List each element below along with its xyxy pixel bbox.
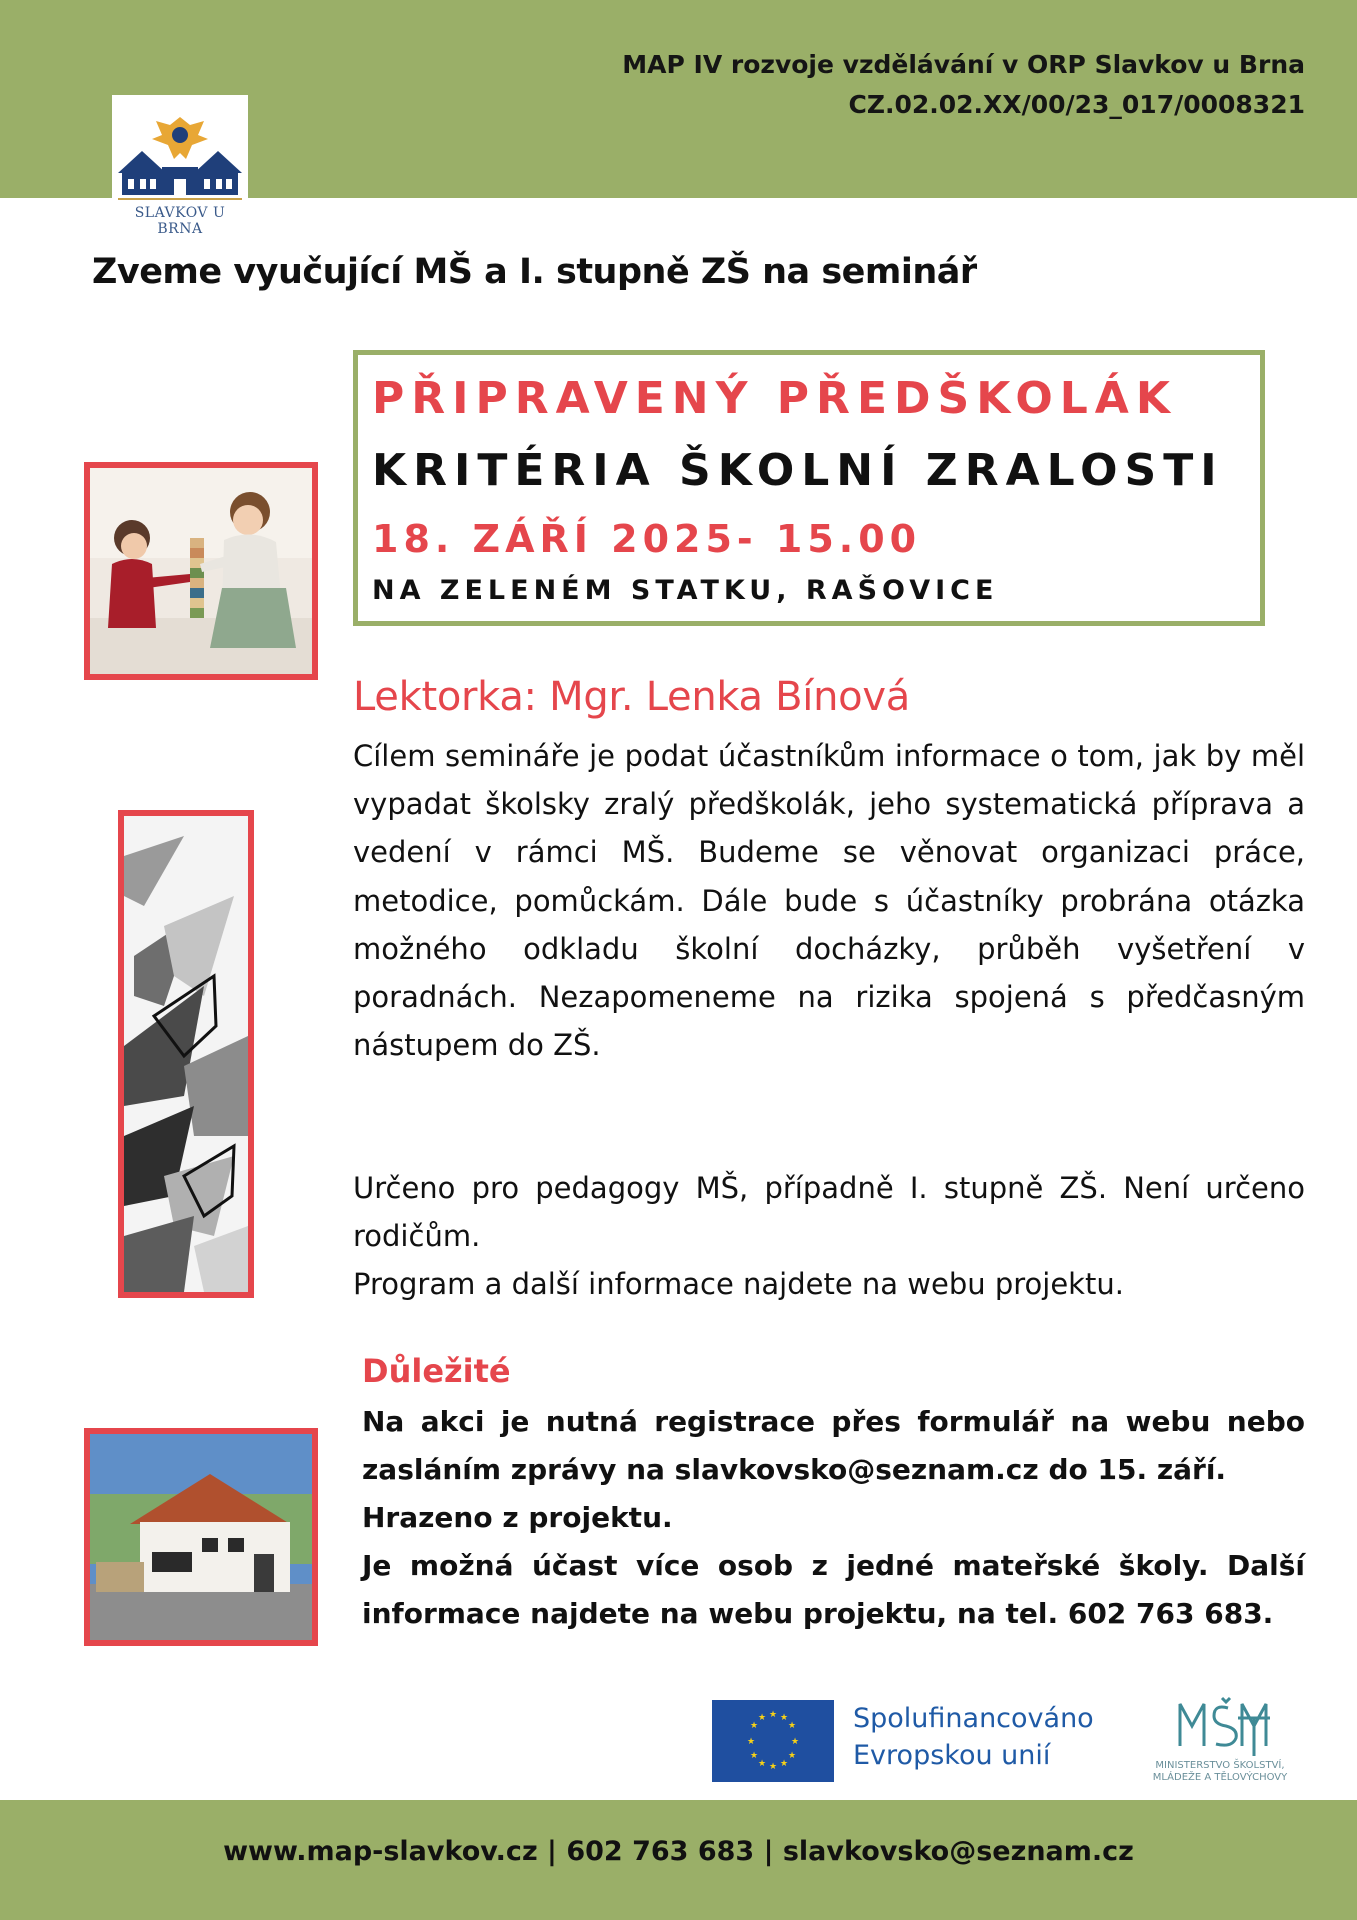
seminar-description: Cílem semináře je podat účastníkům informace o tom, jak by měl vypadat školsky zralý předškolák, jeho systematická příprava a vedení v rámci MŠ. Budeme se věnovat organizaci práce, metodice, pomůckám. Dále bude s účastníky probrána otázka možného odkladu školní docházky, průběh vyšetření v poradnách. Nezapomeneme na rizika spojená s předčasným nástupem do ZŠ. (353, 739, 1305, 1063)
invitation-headline: Zveme vyučující MŠ a I. stupně ZŠ na seminář (92, 252, 977, 292)
town-crest-icon (112, 95, 248, 205)
svg-text:★: ★ (749, 1721, 759, 1731)
svg-text:★: ★ (787, 1721, 797, 1731)
important-heading: Důležité (362, 1352, 511, 1390)
slavkov-logo (112, 95, 248, 237)
event-datetime: 18. ZÁŘÍ 2025- 15.00 (372, 517, 922, 561)
svg-text:★: ★ (757, 1759, 767, 1769)
event-subtitle: KRITÉRIA ŠKOLNÍ ZRALOSTI (372, 445, 1224, 496)
program-note: Program a další informace najdete na webu projektu. (353, 1267, 1124, 1301)
svg-text:★: ★ (787, 1751, 797, 1761)
lecturer-name: Lektorka: Mgr. Lenka Bínová (353, 674, 910, 720)
upward-arrows-image (124, 816, 248, 1292)
eu-cofunding-line1: Spolufinancováno (853, 1703, 1094, 1734)
svg-text:★: ★ (757, 1713, 767, 1723)
project-code: CZ.02.02.XX/00/23_017/0008321 (848, 90, 1305, 119)
funding-note: Hrazeno z projektu. (362, 1501, 673, 1534)
participation-note: Je možná účast více osob z jedné mateřské školy. Další informace najdete na webu projektu, na tel. 602 763 683. (362, 1549, 1305, 1630)
svg-text:★: ★ (768, 1710, 778, 1720)
venue-photo (84, 1428, 318, 1646)
eu-flag-icon (712, 1700, 834, 1782)
children-playing-image (90, 468, 312, 674)
pension-building-image (90, 1434, 312, 1640)
svg-text:★: ★ (779, 1759, 789, 1769)
svg-text:★: ★ (768, 1762, 778, 1772)
registration-note: Na akci je nutná registrace přes formulář na webu nebo zasláním zprávy na slavkovsko@seznam.cz do 15. září. (362, 1405, 1305, 1486)
eu-cofunding-line2: Evropskou unií (853, 1740, 1051, 1771)
project-name: MAP IV rozvoje vzdělávání v ORP Slavkov u Brna (622, 50, 1305, 79)
event-venue: NA ZELENÉM STATKU, RAŠOVICE (372, 575, 999, 606)
svg-text:★: ★ (749, 1751, 759, 1761)
msmt-caption-line1: MINISTERSTVO ŠKOLSTVÍ, (1155, 1760, 1285, 1771)
msmt-caption-line2: MLÁDEŽE A TĚLOVÝCHOVY (1152, 1772, 1288, 1783)
msmt-monogram-icon (1130, 1696, 1310, 1760)
footer-contact: www.map-slavkov.cz | 602 763 683 | slavkovsko@seznam.cz (223, 1836, 1134, 1867)
svg-text:★: ★ (779, 1713, 789, 1723)
event-title: PŘIPRAVENÝ PŘEDŠKOLÁK (372, 373, 1177, 424)
logo-caption: SLAVKOV U BRNA (134, 205, 226, 237)
event-title-box (353, 350, 1265, 626)
arrows-graphic (118, 810, 254, 1298)
audience-note: Určeno pro pedagogy MŠ, případně I. stupně ZŠ. Není určeno rodičům. (353, 1171, 1305, 1254)
svg-text:★: ★ (746, 1737, 756, 1747)
children-photo (84, 462, 318, 680)
svg-text:★: ★ (790, 1737, 800, 1747)
